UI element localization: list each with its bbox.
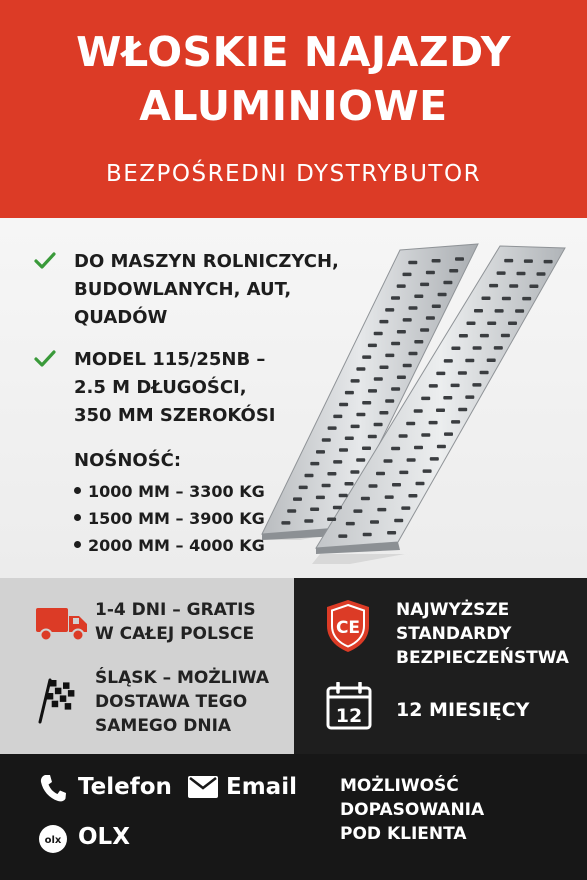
ce-shield-icon <box>324 598 372 654</box>
capacity-item-text: 1500 MM – 3900 KG <box>88 509 265 528</box>
feature-machines-line3: QUADÓW <box>74 307 168 328</box>
standards-line1: NAJWYŻSZE <box>396 600 510 620</box>
phone-link[interactable]: Telefon <box>78 774 172 800</box>
contact-footer <box>0 754 587 880</box>
delivery-express-line3: SAMEGO DNIA <box>95 716 232 736</box>
delivery-express-line1: ŚLĄSK – MOŻLIWA <box>95 668 269 688</box>
ce-mark-text: CE <box>335 618 361 638</box>
check-icon <box>34 348 56 370</box>
headline-line2: ALUMINIOWE <box>139 82 448 130</box>
product-section <box>0 218 587 578</box>
feature-model-line3: 350 MM SZEROKÓSI <box>74 405 276 426</box>
calendar-number: 12 <box>335 705 363 727</box>
capacity-heading: NOŚNOŚĆ: <box>74 450 182 471</box>
feature-model-line2: 2.5 M DŁUGOŚCI, <box>74 377 247 398</box>
safety-standards <box>396 598 569 670</box>
truck-icon <box>36 606 88 642</box>
subtitle: BEZPOŚREDNI DYSTRYBUTOR <box>105 161 482 187</box>
phone-icon <box>40 774 66 802</box>
header-banner <box>0 0 587 218</box>
capacity-item-text: 1000 MM – 3300 KG <box>88 482 265 501</box>
checkered-flag-icon <box>36 676 78 724</box>
custom-line1: MOŻLIWOŚĆ <box>340 776 459 796</box>
check-icon <box>34 250 56 272</box>
feature-model-line1: MODEL 115/25NB – <box>74 349 266 370</box>
capacity-item-text: 2000 MM – 4000 KG <box>88 536 265 555</box>
calendar-icon <box>326 682 372 730</box>
delivery-panel <box>0 578 294 754</box>
feature-machines-line2: BUDOWLANYCH, AUT, <box>74 279 292 300</box>
capacity-item <box>74 482 265 501</box>
delivery-express <box>95 666 269 738</box>
headline-line1: WŁOSKIE NAJAZDY <box>76 28 511 76</box>
custom-line3: POD KLIENTA <box>340 824 467 844</box>
olx-link[interactable]: OLX <box>78 824 130 850</box>
warranty: 12 MIESIĘCY <box>396 699 530 721</box>
olx-icon <box>38 824 68 854</box>
email-icon <box>188 776 218 798</box>
customization-note <box>340 774 560 846</box>
delivery-standard-line1: 1-4 DNI – GRATIS <box>95 600 256 620</box>
standards-line2: STANDARDY <box>396 624 512 644</box>
olx-badge-text: olx <box>44 835 62 846</box>
standards-line3: BEZPIECZEŃSTWA <box>396 648 569 668</box>
delivery-standard <box>95 598 256 646</box>
delivery-express-line2: DOSTAWA TEGO <box>95 692 248 712</box>
custom-line2: DOPASOWANIA <box>340 800 485 820</box>
feature-machines-line1: DO MASZYN ROLNICZYCH, <box>74 251 339 272</box>
capacity-item <box>74 536 265 555</box>
delivery-standard-line2: W CAŁEJ POLSCE <box>95 624 255 644</box>
email-link[interactable]: Email <box>226 774 297 800</box>
quality-panel <box>294 578 587 754</box>
capacity-item <box>74 509 265 528</box>
